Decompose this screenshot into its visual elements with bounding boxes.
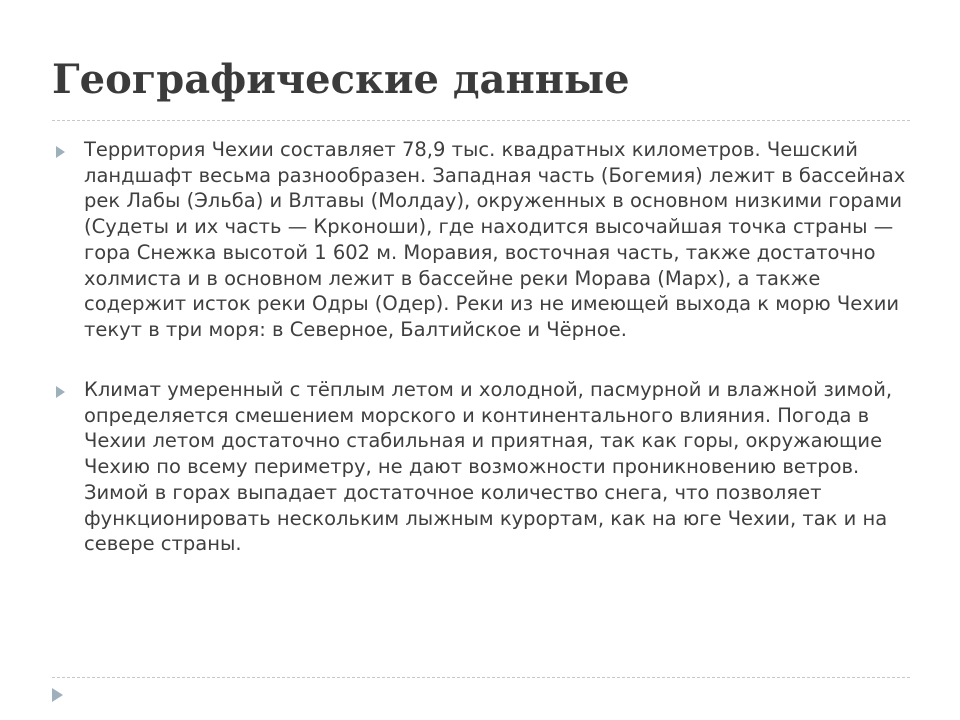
page-title: Географические данные — [52, 56, 630, 103]
footer-divider — [52, 677, 910, 678]
list-item-text: Климат умеренный с тёплым летом и холодной, пасмурной и влажной зимой, определяется смешением морского и континентального влияния. Погода в Чехии летом достаточно стабильная и приятная, так как горы, окружающие Чехию по всему периметру, не дают возможности проникновению ветров. Зимой в горах выпадает достаточное количество снега, что позволяет функционировать нескольким лыжным курортам, как на юге Чехии, так и на севере страны. — [84, 377, 893, 556]
list-item — [52, 137, 914, 343]
slide-body — [0, 121, 960, 557]
triangle-bullet-icon — [56, 137, 78, 158]
slide-title-block — [0, 0, 960, 102]
list-item — [52, 377, 914, 557]
footer-triangle-icon — [52, 688, 63, 702]
triangle-bullet-icon — [56, 377, 78, 398]
list-item-text: Территория Чехии составляет 78,9 тыс. квадратных километров. Чешский ландшафт весьма разнообразен. Западная часть (Богемия) лежит в бассейнах рек Лабы (Эльба) и Влтавы (Молдау), окруженных в основном низкими горами (Судеты и их часть — Крконоши), где находится высочайшая точка страны — гора Снежка высотой 1 602 м. Моравия, восточная часть, также достаточно холмиста и в основном лежит в бассейне реки Морава (Марх), а также содержит исток реки Одры (Одер). Реки из не имеющей выхода к морю Чехии текут в три моря: в Северное, Балтийское и Чёрное. — [84, 138, 906, 342]
